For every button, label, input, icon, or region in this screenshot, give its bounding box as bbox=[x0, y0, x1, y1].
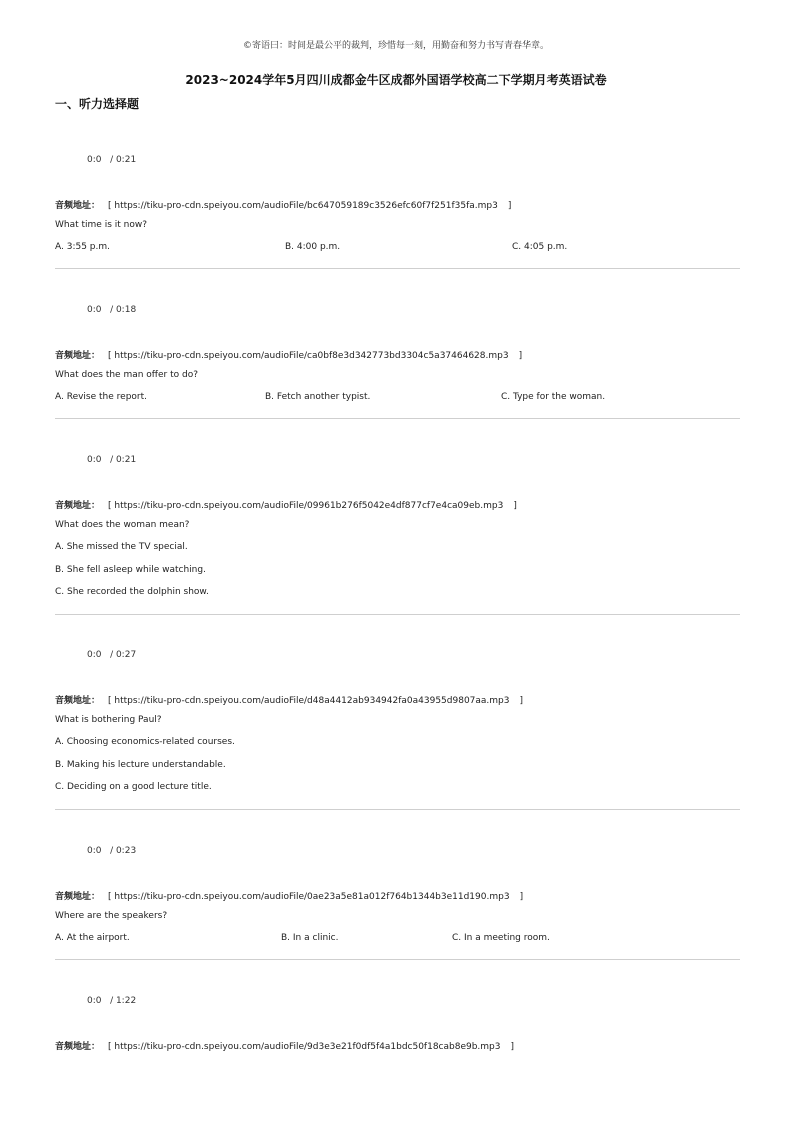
page-title: 2023~2024学年5月四川成都金牛区成都外国语学校高二下学期月考英语试卷 bbox=[185, 73, 607, 87]
audio-address bbox=[55, 198, 740, 211]
section-heading: 一、听力选择题 bbox=[55, 97, 140, 111]
audio-address bbox=[55, 498, 740, 511]
bracket-close: ] bbox=[519, 696, 524, 706]
option-a[interactable]: A. 3:55 p.m. bbox=[55, 242, 110, 252]
option-c[interactable]: C. Deciding on a good lecture title. bbox=[55, 782, 212, 792]
bracket-close: ] bbox=[507, 201, 512, 211]
question-stem: Where are the speakers? bbox=[55, 911, 168, 921]
question-stem: What is bothering Paul? bbox=[55, 715, 162, 725]
bracket-close: ] bbox=[513, 501, 517, 511]
option-a[interactable]: A. Revise the report. bbox=[55, 392, 147, 402]
audio-player-time[interactable]: 0:0 / 0:27 bbox=[87, 650, 137, 660]
audio-address-label: 音频地址： bbox=[55, 201, 101, 211]
audio-url-link[interactable]: [ https://tiku-pro-cdn.speiyou.com/audioFile/bc647059189c3526efc60f7f251f35fa.mp3 bbox=[108, 201, 498, 211]
option-b[interactable]: B. 4:00 p.m. bbox=[285, 242, 341, 252]
audio-player-time[interactable]: 0:0 / 0:18 bbox=[87, 305, 137, 315]
option-c[interactable]: C. 4:05 p.m. bbox=[512, 242, 568, 252]
option-a[interactable]: A. Choosing economics-related courses. bbox=[55, 737, 235, 747]
option-c[interactable]: C. In a meeting room. bbox=[452, 933, 550, 943]
audio-player-time[interactable]: 0:0 / 0:21 bbox=[87, 455, 137, 465]
audio-url-link[interactable]: [ https://tiku-pro-cdn.speiyou.com/audioFile/d48a4412ab934942fa0a43955d9807aa.mp3 bbox=[108, 696, 510, 706]
option-b[interactable]: B. Making his lecture understandable. bbox=[55, 760, 226, 770]
audio-address bbox=[55, 693, 740, 706]
option-b[interactable]: B. In a clinic. bbox=[281, 933, 339, 943]
option-c[interactable]: C. Type for the woman. bbox=[501, 392, 606, 402]
divider bbox=[55, 268, 740, 269]
option-a[interactable]: A. She missed the TV special. bbox=[55, 542, 188, 552]
question-stem: What does the man offer to do? bbox=[55, 370, 198, 380]
audio-address-label: 音频地址： bbox=[55, 501, 101, 511]
audio-player-time[interactable]: 0:0 / 0:21 bbox=[87, 155, 137, 165]
audio-address-label: 音频地址： bbox=[55, 892, 101, 902]
question-stem: What does the woman mean? bbox=[55, 520, 190, 530]
bracket-close: ] bbox=[519, 892, 524, 902]
motto: ©寄语曰：时间是最公平的裁判，珍惜每一刻，用勤奋和努力书写青春华章。 bbox=[242, 41, 549, 51]
option-c[interactable]: C. She recorded the dolphin show. bbox=[55, 587, 209, 597]
question-stem: What time is it now? bbox=[55, 220, 147, 230]
option-b[interactable]: B. She fell asleep while watching. bbox=[55, 565, 206, 575]
audio-address bbox=[55, 348, 740, 361]
bracket-close: ] bbox=[510, 1042, 515, 1052]
audio-address bbox=[55, 1039, 740, 1052]
options-row bbox=[55, 933, 740, 945]
divider bbox=[55, 614, 740, 615]
options-row bbox=[55, 392, 740, 404]
audio-url-link[interactable]: [ https://tiku-pro-cdn.speiyou.com/audioFile/09961b276f5042e4df877cf7e4ca09eb.mp3 bbox=[108, 501, 504, 511]
option-b[interactable]: B. Fetch another typist. bbox=[265, 392, 371, 402]
audio-address-label: 音频地址： bbox=[55, 1042, 101, 1052]
audio-address-label: 音频地址： bbox=[55, 696, 101, 706]
audio-url-link[interactable]: [ https://tiku-pro-cdn.speiyou.com/audioFile/9d3e3e21f0df5f4a1bdc50f18cab8e9b.mp3 bbox=[108, 1042, 501, 1052]
audio-url-link[interactable]: [ https://tiku-pro-cdn.speiyou.com/audioFile/ca0bf8e3d342773bd3304c5a37464628.mp3 bbox=[108, 351, 509, 361]
audio-player-time[interactable]: 0:0 / 1:22 bbox=[87, 996, 137, 1006]
divider bbox=[55, 809, 740, 810]
divider bbox=[55, 959, 740, 960]
audio-player-time[interactable]: 0:0 / 0:23 bbox=[87, 846, 137, 856]
audio-address bbox=[55, 889, 740, 902]
divider bbox=[55, 418, 740, 419]
audio-address-label: 音频地址： bbox=[55, 351, 101, 361]
audio-url-link[interactable]: [ https://tiku-pro-cdn.speiyou.com/audioFile/0ae23a5e81a012f764b1344b3e11d190.mp3 bbox=[108, 892, 510, 902]
option-a[interactable]: A. At the airport. bbox=[55, 933, 130, 943]
options-row bbox=[55, 242, 740, 254]
bracket-close: ] bbox=[518, 351, 523, 361]
